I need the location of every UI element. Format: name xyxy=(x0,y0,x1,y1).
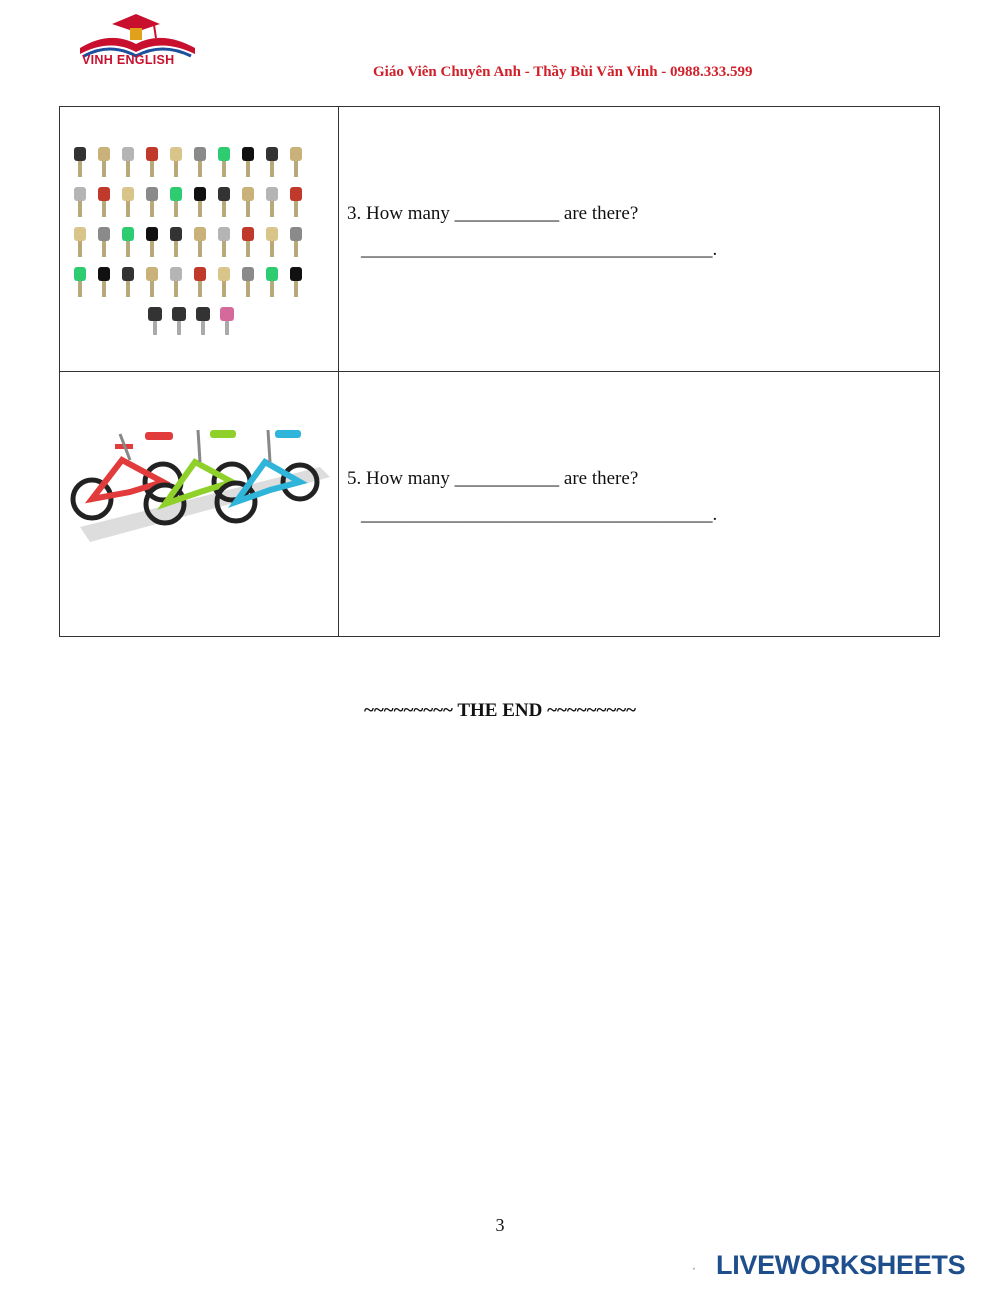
key-head xyxy=(290,267,302,281)
key-blade xyxy=(246,201,250,217)
page-number: 3 xyxy=(495,1215,505,1235)
question-text: 3. How many ___________ are there? xyxy=(347,203,639,224)
key-head xyxy=(146,267,158,281)
key-blade xyxy=(78,201,82,217)
liveworksheets-logo: LIVEWORKSHEETS xyxy=(716,1250,966,1280)
key-blade xyxy=(174,241,178,257)
key-head xyxy=(122,147,134,161)
key-head xyxy=(266,187,278,201)
picture-cell xyxy=(60,107,339,372)
key-head xyxy=(266,147,278,161)
key-blade xyxy=(222,241,226,257)
question-row xyxy=(60,372,940,637)
answer-line[interactable]: _____________________________________. xyxy=(361,504,718,525)
key-blade xyxy=(198,281,202,297)
key-head xyxy=(266,227,278,241)
key-blade xyxy=(201,321,205,335)
key-blade xyxy=(270,201,274,217)
key-blade xyxy=(102,161,106,177)
key-head xyxy=(148,307,162,321)
key-head xyxy=(242,187,254,201)
key-head xyxy=(122,267,134,281)
key-head xyxy=(220,307,234,321)
key-blade xyxy=(270,241,274,257)
key-head xyxy=(218,147,230,161)
key-head xyxy=(194,187,206,201)
key-blade xyxy=(126,241,130,257)
key-blade xyxy=(174,161,178,177)
key-head xyxy=(170,187,182,201)
key-head xyxy=(170,227,182,241)
question-cell xyxy=(339,372,940,637)
key-head xyxy=(242,147,254,161)
key-head xyxy=(196,307,210,321)
liveworksheets-badge-icon xyxy=(693,1258,715,1280)
key-head xyxy=(172,307,186,321)
key-blade xyxy=(150,201,154,217)
key-blade xyxy=(225,321,229,335)
bicycles-picture xyxy=(60,372,338,631)
key-blade xyxy=(294,281,298,297)
key-blade xyxy=(78,241,82,257)
key-blade xyxy=(102,281,106,297)
key-blade xyxy=(270,281,274,297)
key-blade xyxy=(153,321,157,335)
key-blade xyxy=(126,281,130,297)
key-head xyxy=(74,267,86,281)
key-blade xyxy=(294,241,298,257)
key-head xyxy=(218,267,230,281)
key-blade xyxy=(198,161,202,177)
key-blade xyxy=(198,241,202,257)
key-head xyxy=(170,267,182,281)
key-head xyxy=(122,227,134,241)
worksheet-table xyxy=(59,106,940,637)
key-head xyxy=(74,187,86,201)
picture-cell xyxy=(60,372,339,637)
question-cell xyxy=(339,107,940,372)
key-head xyxy=(242,227,254,241)
key-blade xyxy=(270,161,274,177)
key-blade xyxy=(78,161,82,177)
key-blade xyxy=(294,201,298,217)
key-blade xyxy=(294,161,298,177)
key-blade xyxy=(198,201,202,217)
key-head xyxy=(290,187,302,201)
teacher-contact-line: Giáo Viên Chuyên Anh - Thầy Bùi Văn Vinh - 0988.333.599 xyxy=(373,64,753,80)
key-head xyxy=(218,187,230,201)
keys-picture xyxy=(60,107,338,366)
logo-text: VINH ENGLISH xyxy=(82,53,175,67)
question-row xyxy=(60,107,940,372)
key-head xyxy=(122,187,134,201)
key-head xyxy=(98,147,110,161)
key-head xyxy=(218,227,230,241)
key-head xyxy=(194,147,206,161)
key-blade xyxy=(102,241,106,257)
key-blade xyxy=(246,281,250,297)
key-blade xyxy=(246,161,250,177)
key-blade xyxy=(78,281,82,297)
key-blade xyxy=(222,161,226,177)
key-head xyxy=(266,267,278,281)
key-head xyxy=(146,187,158,201)
key-blade xyxy=(150,161,154,177)
key-blade xyxy=(222,281,226,297)
question-text: 5. How many ___________ are there? xyxy=(347,468,639,489)
key-head xyxy=(98,267,110,281)
key-head xyxy=(146,147,158,161)
key-blade xyxy=(126,161,130,177)
key-head xyxy=(74,227,86,241)
key-blade xyxy=(150,281,154,297)
key-head xyxy=(98,187,110,201)
key-head xyxy=(290,227,302,241)
key-blade xyxy=(222,201,226,217)
key-blade xyxy=(174,201,178,217)
key-blade xyxy=(246,241,250,257)
the-end-text: ~~~~~~~~~ THE END ~~~~~~~~~ xyxy=(364,700,636,721)
key-head xyxy=(74,147,86,161)
key-blade xyxy=(102,201,106,217)
key-head xyxy=(146,227,158,241)
key-blade xyxy=(174,281,178,297)
key-blade xyxy=(150,241,154,257)
answer-line[interactable]: _____________________________________. xyxy=(361,239,718,260)
key-blade xyxy=(177,321,181,335)
key-head xyxy=(290,147,302,161)
key-head xyxy=(98,227,110,241)
key-head xyxy=(170,147,182,161)
key-head xyxy=(194,267,206,281)
key-head xyxy=(242,267,254,281)
key-blade xyxy=(126,201,130,217)
key-head xyxy=(194,227,206,241)
